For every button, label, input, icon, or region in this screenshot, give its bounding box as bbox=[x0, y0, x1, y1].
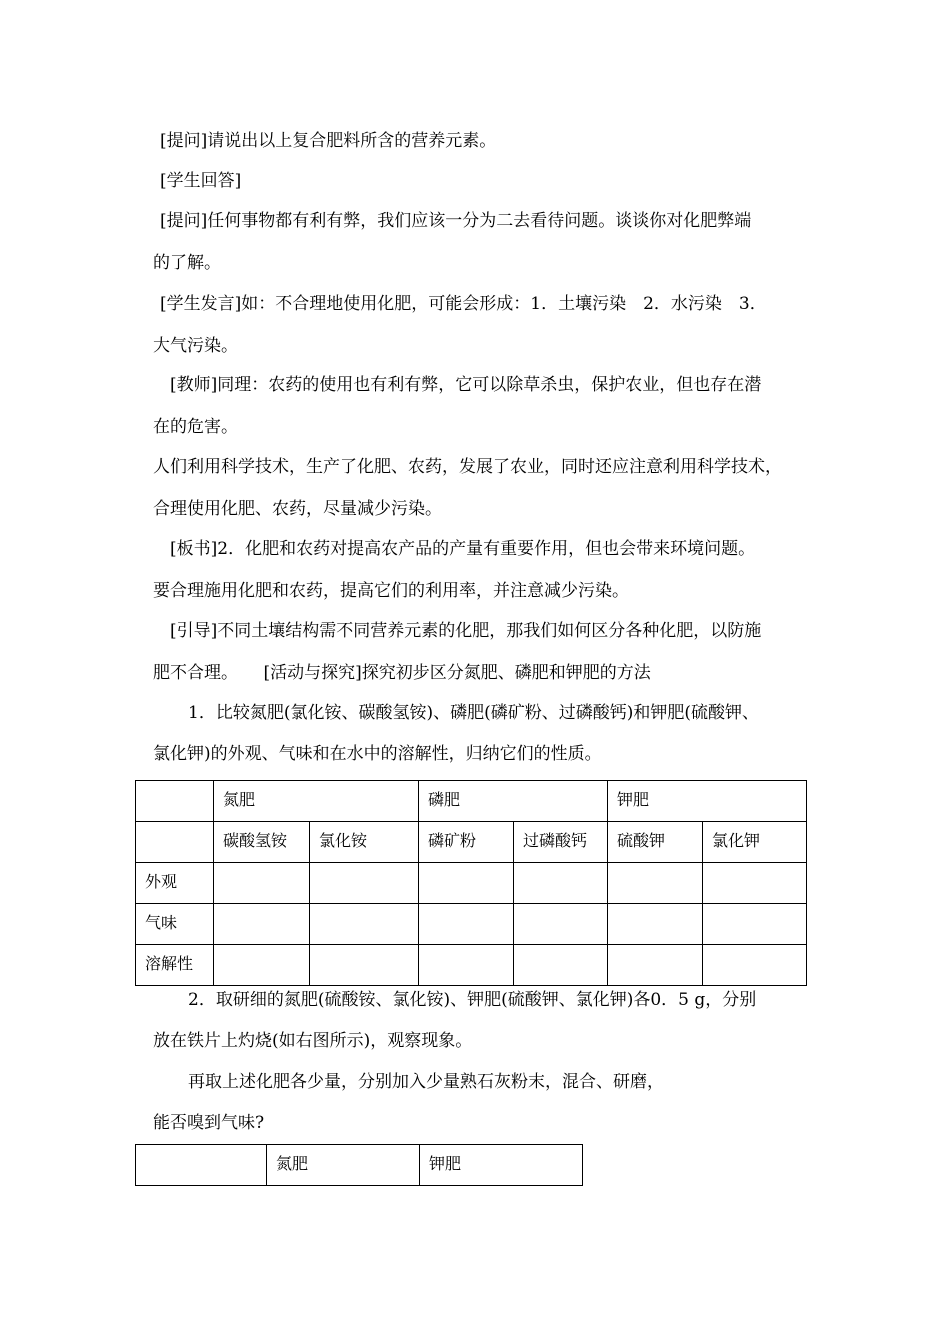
table-row bbox=[136, 863, 807, 904]
table-cell-empty bbox=[703, 863, 807, 904]
header-nitrogen-fertilizer: 氮肥 bbox=[267, 1145, 420, 1186]
paragraph-line: 1．比较氮肥(氯化铵、碳酸氢铵)、磷肥(磷矿粉、过磷酸钙)和钾肥(硫酸钾、 bbox=[188, 703, 759, 723]
paragraph-line: [板书]2．化肥和农药对提高农产品的产量有重要作用，但也会带来环境问题。 bbox=[170, 539, 756, 559]
paragraph-line: 大气污染。 bbox=[153, 336, 238, 356]
paragraph-line: [引导]不同土壤结构需不同营养元素的化肥，那我们如何区分各种化肥，以防施 bbox=[170, 621, 762, 641]
table-cell-empty bbox=[419, 904, 514, 945]
paragraph-line: 再取上述化肥各少量，分别加入少量熟石灰粉末，混合、研磨， bbox=[188, 1072, 664, 1092]
table-cell-empty bbox=[419, 863, 514, 904]
table-cell-empty bbox=[608, 904, 703, 945]
row-label: 溶解性 bbox=[136, 945, 214, 986]
subheader-cell: 碳酸氢铵 bbox=[214, 822, 310, 863]
paragraph-line: 放在铁片上灼烧(如右图所示)，观察现象。 bbox=[153, 1031, 473, 1051]
header-potash-fertilizer: 钾肥 bbox=[420, 1145, 583, 1186]
table-cell-empty bbox=[136, 822, 214, 863]
paragraph-line: [提问]任何事物都有利有弊，我们应该一分为二去看待问题。谈谈你对化肥弊端 bbox=[160, 211, 752, 231]
table-cell-empty bbox=[310, 904, 419, 945]
table-cell-empty bbox=[608, 863, 703, 904]
paragraph-line: [学生发言]如：不合理地使用化肥，可能会形成：1．土壤污染 2．水污染 3． bbox=[160, 294, 767, 314]
table-cell-empty bbox=[703, 904, 807, 945]
table-cell-empty bbox=[214, 863, 310, 904]
paragraph-line: [教师]同理：农药的使用也有利有弊，它可以除草杀虫，保护农业，但也存在潜 bbox=[170, 375, 762, 395]
table-cell-empty bbox=[514, 863, 608, 904]
header-phosphate-fertilizer: 磷肥 bbox=[419, 781, 608, 822]
paragraph-line: [提问]请说出以上复合肥料所含的营养元素。 bbox=[160, 131, 497, 151]
smell-test-table bbox=[135, 1144, 583, 1186]
table-cell-empty bbox=[514, 945, 608, 986]
subheader-cell: 硫酸钾 bbox=[608, 822, 703, 863]
paragraph-line: 能否嗅到气味? bbox=[153, 1113, 265, 1133]
table-header-row bbox=[136, 1145, 583, 1186]
table-cell-empty bbox=[608, 945, 703, 986]
paragraph-line: 氯化钾)的外观、气味和在水中的溶解性，归纳它们的性质。 bbox=[153, 744, 602, 764]
subheader-cell: 氯化钾 bbox=[703, 822, 807, 863]
subheader-cell: 磷矿粉 bbox=[419, 822, 514, 863]
table-cell-empty bbox=[136, 1145, 267, 1186]
table-cell-empty bbox=[214, 904, 310, 945]
table-cell-empty bbox=[514, 904, 608, 945]
table-cell-empty bbox=[310, 945, 419, 986]
paragraph-line: 在的危害。 bbox=[153, 417, 238, 437]
row-label: 外观 bbox=[136, 863, 214, 904]
paragraph-line: 2．取研细的氮肥(硫酸铵、氯化铵)、钾肥(硫酸钾、氯化钾)各0．5 g，分别 bbox=[188, 990, 757, 1010]
header-potash-fertilizer: 钾肥 bbox=[608, 781, 807, 822]
table-header-row bbox=[136, 781, 807, 822]
paragraph-line: 合理使用化肥、农药，尽量减少污染。 bbox=[153, 499, 442, 519]
paragraph-line: 人们利用科学技术，生产了化肥、农药，发展了农业，同时还应注意利用科学技术， bbox=[153, 457, 782, 477]
table-cell-empty bbox=[310, 863, 419, 904]
table-subheader-row bbox=[136, 822, 807, 863]
table-cell-empty bbox=[136, 781, 214, 822]
row-label: 气味 bbox=[136, 904, 214, 945]
table-cell-empty bbox=[703, 945, 807, 986]
table-row bbox=[136, 904, 807, 945]
subheader-cell: 氯化铵 bbox=[310, 822, 419, 863]
fertilizer-property-table bbox=[135, 780, 807, 986]
paragraph-line: 要合理施用化肥和农药，提高它们的利用率，并注意减少污染。 bbox=[153, 581, 629, 601]
table-cell-empty bbox=[214, 945, 310, 986]
header-nitrogen-fertilizer: 氮肥 bbox=[214, 781, 419, 822]
paragraph-line: [学生回答] bbox=[160, 171, 242, 191]
paragraph-line: 的了解。 bbox=[153, 253, 221, 273]
subheader-cell: 过磷酸钙 bbox=[514, 822, 608, 863]
paragraph-line: 肥不合理。 [活动与探究]探究初步区分氮肥、磷肥和钾肥的方法 bbox=[153, 663, 651, 683]
table-cell-empty bbox=[419, 945, 514, 986]
table-row bbox=[136, 945, 807, 986]
